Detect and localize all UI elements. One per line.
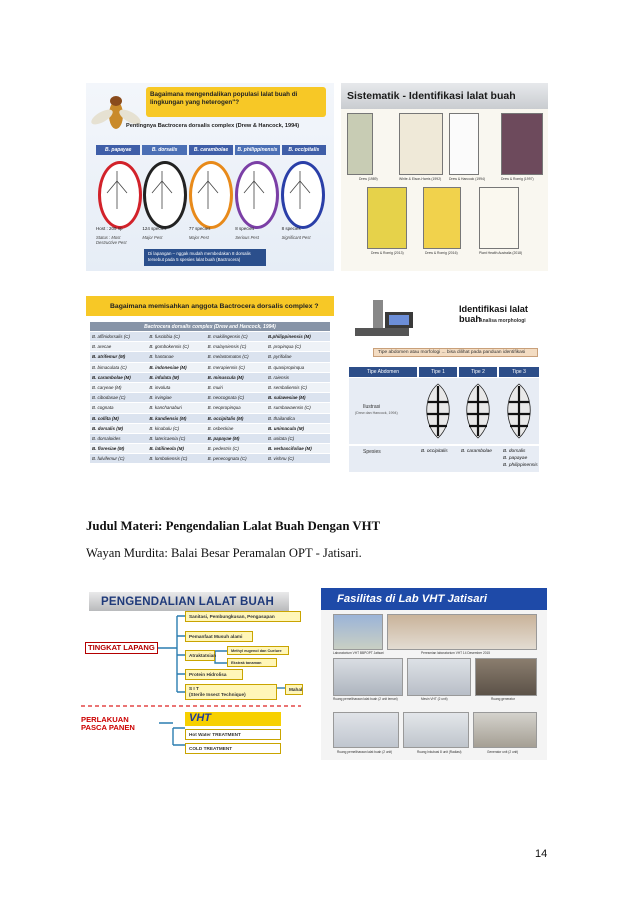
species-type1: B. occipitalis — [421, 449, 448, 454]
table-cell: B. involuta — [147, 382, 205, 392]
photo-caption: Laboratorium VHT BBPOPT Jatisari — [333, 651, 384, 655]
species-type3: B. papayae — [503, 456, 528, 461]
species-row-label: Spesies — [363, 449, 381, 455]
host-count: 8 species — [281, 226, 301, 231]
book-caption: Drew & Romig (1997) — [501, 177, 534, 181]
slide-systematics — [341, 83, 548, 271]
table-cell: B. thailandica — [266, 413, 330, 423]
table-cell: B. papayae (M) — [206, 433, 266, 443]
book-caption: Drew & Romig (2016) — [425, 251, 458, 255]
slide4-title: Identifikasi lalat buah — [459, 304, 528, 324]
abdomen-illustrations — [419, 380, 539, 442]
table-cell: B. pyrifoliae — [266, 352, 330, 362]
table-cell: B. neocognata (C) — [206, 393, 266, 403]
slide-morphology — [341, 292, 548, 482]
slide2-title: Sistematik - Identifikasi lalat buah — [341, 83, 548, 109]
table-cell: B. unimacula (M) — [266, 423, 330, 433]
facility-photo — [333, 658, 403, 696]
slide-dorsalis-complex-table — [86, 292, 334, 482]
photo-caption: Peresmian laboratorium VHT 14 Desember 2015 — [421, 651, 491, 655]
species-label: B. carambolae — [189, 145, 233, 155]
post-item: Hot Water TREATMENT — [185, 729, 281, 740]
table-cell: B. cognata — [90, 403, 147, 413]
table-cell: B. floresiae (M) — [90, 444, 147, 454]
author-line: Wayan Murdita: Balai Besar Peramalan OPT - Jatisari. — [86, 546, 362, 560]
table-cell: B. affinidorsalis (C) — [90, 332, 147, 342]
pest-status: Status : Most Destructive Pest — [96, 235, 127, 245]
book-caption: White & Elson-Harris (1992) — [399, 177, 442, 181]
photo-caption: Ruang pemeliharaan lalat buah (2 unit lemari) — [333, 697, 398, 701]
pest-status: Significant Pest — [281, 235, 311, 240]
facility-photo — [387, 614, 537, 650]
col-header: Tipe 1 — [419, 367, 457, 377]
species-label: B. papayae — [96, 145, 140, 155]
table-cell: B. kandiensis (M) — [147, 413, 205, 423]
table-cell: B. quasipropinqua — [266, 362, 330, 372]
host-count: Host : 209 sp — [96, 226, 123, 231]
table-row — [90, 332, 330, 342]
sit-description: (Sterile Insect Technique) — [189, 692, 246, 697]
species-type3: B. dorsalis — [503, 449, 526, 454]
table-cell: B. verbascifoliae (M) — [266, 444, 330, 454]
slide-control-diagram — [77, 588, 305, 760]
table-cell: B. sulawesiae (M) — [266, 393, 330, 403]
control-item: Sanitasi, Pembungkusan, Pengasapan — [185, 611, 301, 622]
photo-caption: Ruang generator — [491, 697, 515, 701]
table-cell: B. malaysiensis (C) — [206, 342, 266, 352]
table-cell: B. dorsalis (M) — [90, 423, 147, 433]
expensive-label: Mahal — [285, 684, 303, 695]
abdomen-note: Tipe abdomen atau morfologi ... bisa dilihat pada panduan identifikasi — [373, 348, 538, 357]
col-header: Tipe 3 — [499, 367, 539, 377]
book-caption: Drew & Romig (2013) — [371, 251, 404, 255]
post-item: COLD TREATMENT — [185, 743, 281, 754]
table-cell: B. sumbawaensis (C) — [266, 403, 330, 413]
control-item: Protein Hidrolisa — [185, 669, 243, 680]
pest-status: Serious Pest — [235, 235, 259, 240]
facility-photo — [333, 614, 383, 650]
species-header-row — [96, 145, 326, 155]
slide5-title: PENGENDALIAN LALAT BUAH — [89, 592, 289, 611]
fly-drawings — [98, 161, 326, 225]
table-cell: B. fulvifemur (C) — [90, 454, 147, 464]
control-item: Atraktatsian — [185, 650, 215, 661]
fruit-fly-illustration — [90, 85, 144, 143]
photo-caption: Ruang pemeliharaan lalat buah (2 unit) — [337, 750, 393, 754]
table-cell: B. atrifemur (M) — [90, 352, 147, 362]
reference-book — [501, 113, 543, 175]
slide6-title: Fasilitas di Lab VHT Jatisari — [321, 588, 547, 610]
table-cell: B. melastomatos (C) — [206, 352, 266, 362]
table-cell: B. indonesiae (M) — [147, 362, 205, 372]
table-cell: B. sembaliensis (C) — [266, 382, 330, 392]
table-cell: B.philippinensis (M) — [266, 332, 330, 342]
book-caption: Plant Health Australia (2018) — [479, 251, 523, 255]
book-caption: Drew (1989) — [359, 177, 378, 181]
slide-population-control — [86, 83, 334, 271]
facility-photo — [475, 658, 537, 696]
table-row — [90, 382, 330, 392]
photo-caption: Mesin VHT (2 unit) — [421, 697, 448, 701]
field-level-label: TINGKAT LAPANG — [85, 642, 158, 654]
microscope-icon — [349, 294, 421, 340]
table-cell: B. arecae — [90, 342, 147, 352]
table-cell: B. cibodasae (C) — [90, 393, 147, 403]
facility-photo — [333, 712, 399, 748]
pest-status: Major Pest — [142, 235, 163, 240]
pest-status: Major Pest — [188, 235, 209, 240]
table-cell: B. usitata (C) — [266, 433, 330, 443]
table-cell: B. vishnu (C) — [266, 454, 330, 464]
species-label: B. occipitalis — [282, 145, 326, 155]
sit-box — [185, 684, 277, 700]
table-cell: B. latericaenia (C) — [147, 433, 205, 443]
table-cell: B. makilingensis (C) — [206, 332, 266, 342]
post-harvest-label-1: PERLAKUAN — [81, 715, 129, 724]
slide3-title: Bagaimana memisahkan anggota Bactrocera dorsalis complex ? — [86, 296, 334, 316]
control-item: Pemanfaat Musuh alami — [185, 631, 253, 642]
host-count: 8 species — [235, 226, 255, 231]
pest-status-row — [96, 235, 326, 245]
control-subitem: Methyl eugenol dan Cuelure — [227, 646, 289, 655]
table-row — [90, 433, 330, 443]
material-title: Judul Materi: Pengendalian Lalat Buah Dengan VHT — [86, 519, 381, 533]
table-cell: B. gombokensis (C) — [147, 342, 205, 352]
reference-book — [449, 113, 479, 175]
table-cell: B. occipitalis (M) — [206, 413, 266, 423]
table-cell: B. muiri — [206, 382, 266, 392]
page-number: 14 — [535, 848, 548, 860]
facility-photo — [403, 712, 469, 748]
table-cell: B. fuscitibia (C) — [147, 332, 205, 342]
table-cell: B. merapiensis (C) — [206, 362, 266, 372]
table-row — [90, 362, 330, 372]
table-cell: B. kinabalu (C) — [147, 423, 205, 433]
table-cell: B. infulata (M) — [147, 372, 205, 382]
table-row — [90, 423, 330, 433]
table-cell: B. dorsaloides — [90, 433, 147, 443]
facility-photo — [473, 712, 537, 748]
table-header: Bactrocera dorsalis complex (Drew and Hancock, 1994) — [90, 322, 330, 331]
table-row — [90, 342, 330, 352]
field-note: Di lapangan – nggak mudah membedakan 8 dorsalis tersebut pada 5 spesies lalat buah (Bactrocera) — [144, 249, 266, 266]
table-cell: B. carambolae (M) — [90, 372, 147, 382]
post-harvest-label-2: PASCA PANEN — [81, 723, 135, 732]
illustration-source: (Drew dan Hancock, 1994) — [355, 411, 398, 415]
species-label: B. philippinensis — [235, 145, 279, 155]
photo-caption: Generator unit (2 unit) — [487, 750, 519, 754]
slide4-subtitle: Analisa morphologi — [479, 318, 526, 324]
table-row — [90, 393, 330, 403]
table-row — [90, 413, 330, 423]
table-cell: B. propinqua (C) — [266, 342, 330, 352]
table-cell: B. bimaculata (C) — [90, 362, 147, 372]
table-cell: B. collita (M) — [90, 413, 147, 423]
question-box: Bagaimana mengendalikan populasi lalat buah di lingkungan yang heterogen"? — [146, 87, 326, 117]
host-count: 77 species — [188, 226, 211, 231]
host-count: 124 species — [142, 226, 167, 231]
table-row — [90, 454, 330, 464]
reference-book — [479, 187, 519, 249]
table-row — [90, 403, 330, 413]
table-row — [90, 444, 330, 454]
table-cell: B. pedestris (C) — [206, 444, 266, 454]
sit-label: S I T — [189, 686, 199, 691]
table-cell: B. osbeckiae — [206, 423, 266, 433]
table-row — [90, 372, 330, 382]
table-row — [90, 352, 330, 362]
species-type2: B. carambolae — [461, 449, 492, 454]
col-header: Tipe Abdomen — [349, 367, 417, 377]
col-header: Tipe 2 — [459, 367, 497, 377]
table-cell: B. hantanae — [147, 352, 205, 362]
slide-lab-facilities — [321, 588, 547, 760]
slide1-subtitle: Pentingnya Bactrocera dorsalis complex (Drew & Hancock, 1994) — [126, 123, 300, 129]
table-cell: B. penecognata (C) — [206, 454, 266, 464]
control-subitem: Ekstrak tanaman — [227, 658, 277, 667]
reference-book — [367, 187, 407, 249]
reference-book — [423, 187, 461, 249]
book-caption: Drew & Hancock (1994) — [449, 177, 485, 181]
species-table — [90, 332, 330, 464]
vht-label: VHT — [185, 712, 281, 726]
species-type3: B. philippinensis — [503, 463, 538, 468]
table-cell: B. latilineola (M) — [147, 444, 205, 454]
reference-book — [347, 113, 373, 175]
host-counts-row — [96, 226, 326, 231]
species-label: B. dorsalis — [142, 145, 186, 155]
table-cell: B. caryeae (M) — [90, 382, 147, 392]
reference-book — [399, 113, 443, 175]
table-cell: B. kanchanaburi — [147, 403, 205, 413]
table-cell: B. raiensis — [266, 372, 330, 382]
table-cell: B. neopropinqua — [206, 403, 266, 413]
photo-caption: Ruang Inkubasi 8 unit (Radiasi) — [417, 750, 462, 754]
facility-photo — [407, 658, 471, 696]
table-cell: B. lombokensis (C) — [147, 454, 205, 464]
table-cell: B. irvingiae — [147, 393, 205, 403]
illustration-label: Ilustrasi — [363, 404, 381, 410]
table-cell: B. minuscula (M) — [206, 372, 266, 382]
